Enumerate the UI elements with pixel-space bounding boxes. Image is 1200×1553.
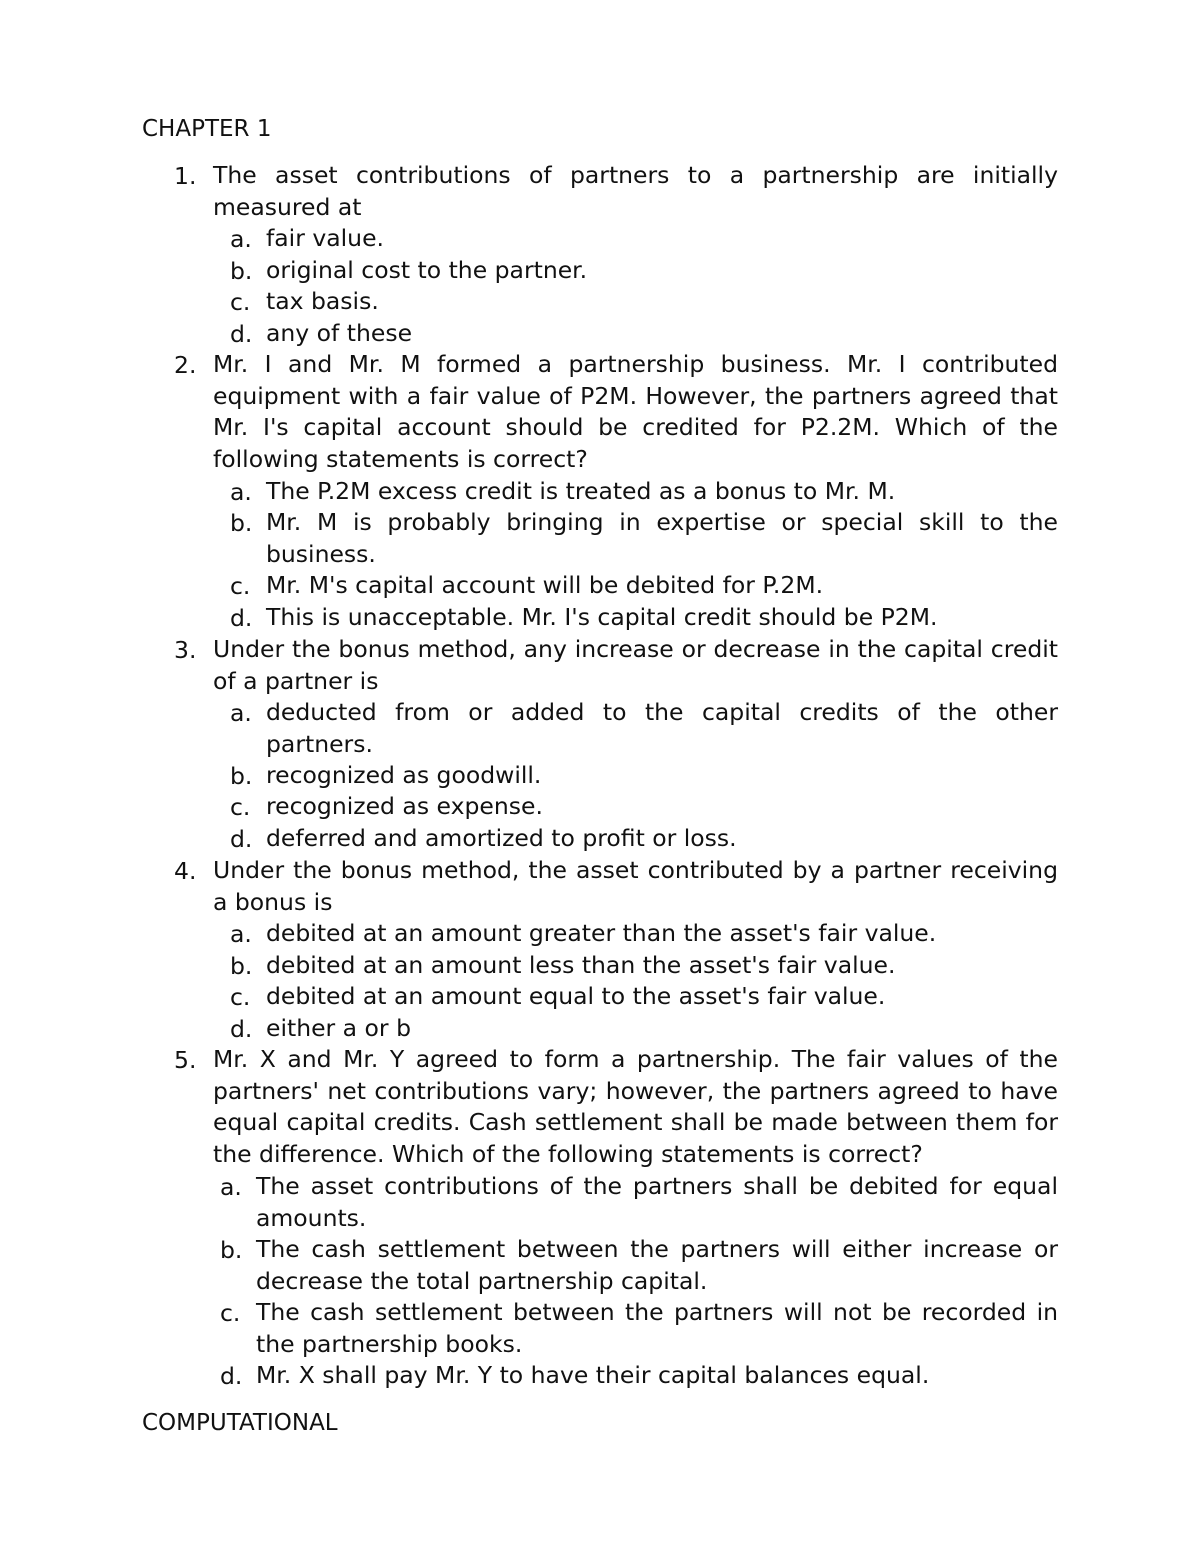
- q1-option-d-text: any of these: [266, 319, 413, 347]
- q3-option-c-text: recognized as expense.: [266, 792, 543, 820]
- q5-option-a-text: The asset contributions of the partners shall be debited for equal amounts.: [256, 1172, 1058, 1232]
- q2-option-b-text: Mr. M is probably bringing in expertise or special skill to the business.: [266, 508, 1058, 568]
- q2-option-c-letter: c.: [230, 572, 251, 600]
- q1-option-a-letter: a.: [230, 225, 252, 253]
- question-1-text: The asset contributions of partners to a partnership are initially measured at: [213, 161, 1058, 221]
- q4-option-a-text: debited at an amount greater than the asset's fair value.: [266, 919, 937, 947]
- q4-option-d-text: either a or b: [266, 1014, 411, 1042]
- q4-option-b-text: debited at an amount less than the asset's fair value.: [266, 951, 896, 979]
- question-2-text: Mr. I and Mr. M formed a partnership business. Mr. I contributed equipment with a fair value of P2M. However, the partners agreed that Mr. I's capital account should be credited for P2.2M. Which of the following statements is correct?: [213, 350, 1058, 473]
- q5-option-d-text: Mr. X shall pay Mr. Y to have their capital balances equal.: [256, 1361, 930, 1389]
- q1-option-a-text: fair value.: [266, 224, 384, 252]
- q2-option-b-letter: b.: [230, 509, 253, 537]
- question-3-text: Under the bonus method, any increase or decrease in the capital credit of a partner is: [213, 635, 1058, 695]
- q1-option-c-letter: c.: [230, 288, 251, 316]
- q3-option-d-text: deferred and amortized to profit or loss.: [266, 824, 737, 852]
- q3-option-d-letter: d.: [230, 825, 253, 853]
- q3-option-a-text: deducted from or added to the capital credits of the other partners.: [266, 698, 1058, 758]
- q5-option-a-letter: a.: [220, 1173, 242, 1201]
- chapter-heading: CHAPTER 1: [142, 116, 272, 142]
- question-1-number: 1.: [174, 162, 197, 190]
- computational-heading: COMPUTATIONAL: [142, 1410, 338, 1436]
- q3-option-a-letter: a.: [230, 699, 252, 727]
- q4-option-c-letter: c.: [230, 983, 251, 1011]
- q5-option-d-letter: d.: [220, 1362, 243, 1390]
- q1-option-b-text: original cost to the partner.: [266, 256, 588, 284]
- q5-option-c-letter: c.: [220, 1299, 241, 1327]
- q2-option-d-text: This is unacceptable. Mr. I's capital credit should be P2M.: [266, 603, 938, 631]
- q4-option-d-letter: d.: [230, 1015, 253, 1043]
- q1-option-d-letter: d.: [230, 320, 253, 348]
- q2-option-c-text: Mr. M's capital account will be debited for P.2M.: [266, 571, 824, 599]
- q3-option-b-letter: b.: [230, 762, 253, 790]
- q2-option-d-letter: d.: [230, 604, 253, 632]
- q3-option-c-letter: c.: [230, 793, 251, 821]
- question-5-text: Mr. X and Mr. Y agreed to form a partnership. The fair values of the partners' net contributions vary; however, the partners agreed to have equal capital credits. Cash settlement shall be made between them for the difference. Which of the following statements is correct?: [213, 1045, 1058, 1168]
- q4-option-b-letter: b.: [230, 952, 253, 980]
- q5-option-b-text: The cash settlement between the partners will either increase or decrease the total partnership capital.: [256, 1235, 1058, 1295]
- q2-option-a-text: The P.2M excess credit is treated as a bonus to Mr. M.: [266, 477, 896, 505]
- q5-option-c-text: The cash settlement between the partners will not be recorded in the partnership books.: [256, 1298, 1058, 1358]
- q3-option-b-text: recognized as goodwill.: [266, 761, 542, 789]
- q1-option-b-letter: b.: [230, 257, 253, 285]
- question-2-number: 2.: [174, 351, 197, 379]
- q4-option-a-letter: a.: [230, 920, 252, 948]
- question-4-number: 4.: [174, 857, 197, 885]
- question-5-number: 5.: [174, 1046, 197, 1074]
- q4-option-c-text: debited at an amount equal to the asset's fair value.: [266, 982, 886, 1010]
- question-3-number: 3.: [174, 636, 197, 664]
- q5-option-b-letter: b.: [220, 1236, 243, 1264]
- q2-option-a-letter: a.: [230, 478, 252, 506]
- q1-option-c-text: tax basis.: [266, 287, 379, 315]
- question-4-text: Under the bonus method, the asset contributed by a partner receiving a bonus is: [213, 856, 1058, 916]
